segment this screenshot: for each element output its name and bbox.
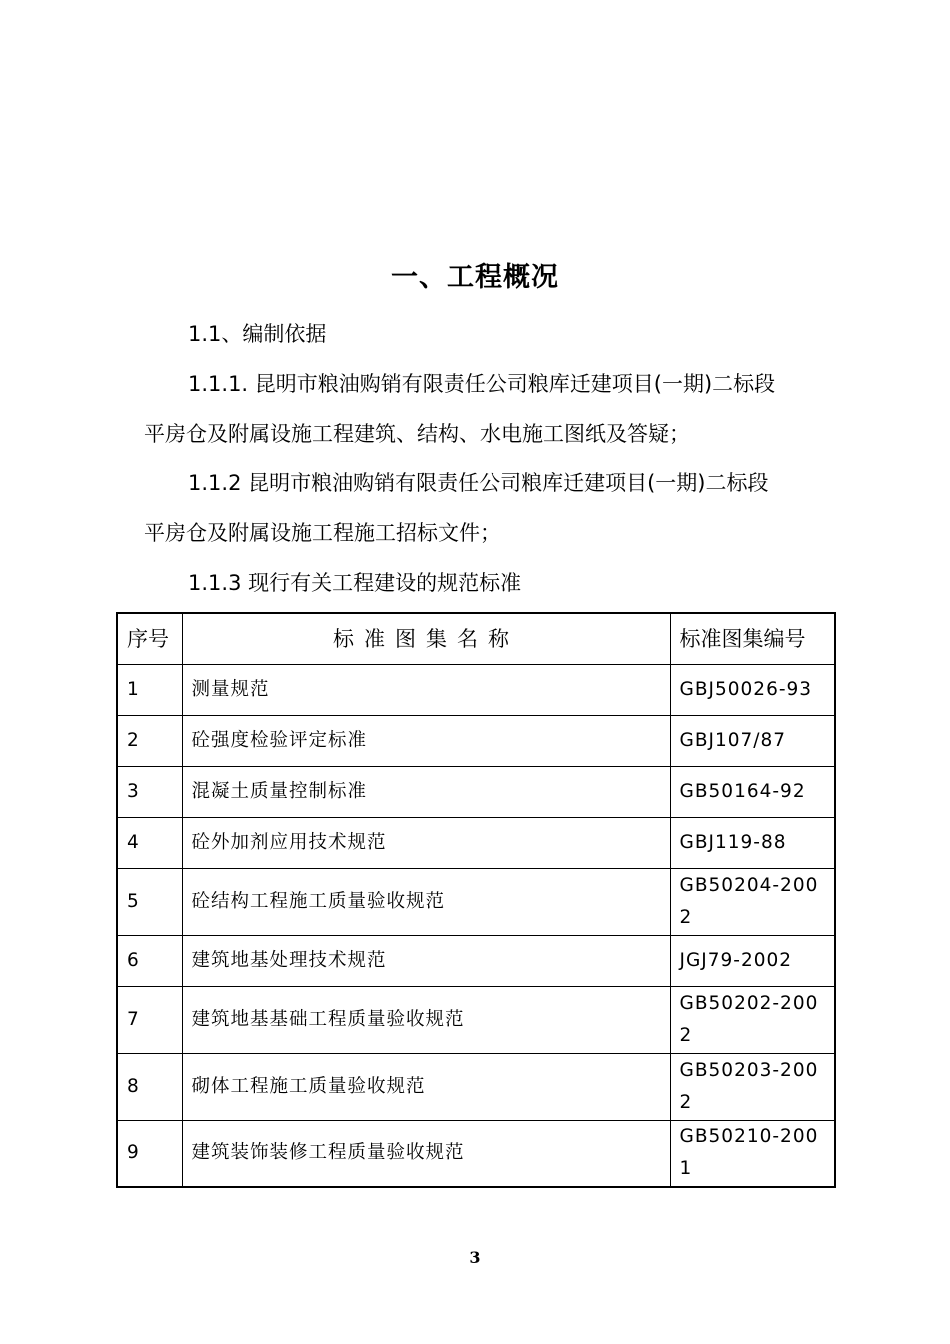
row-no: 1 <box>117 664 182 715</box>
table-row <box>117 986 835 1053</box>
row-no: 3 <box>117 766 182 817</box>
row-name: 砼强度检验评定标准 <box>182 715 670 766</box>
row-name: 砼外加剂应用技术规范 <box>182 817 670 868</box>
row-code: GB50204-2002 <box>670 868 835 935</box>
row-name: 砼结构工程施工质量验收规范 <box>182 868 670 935</box>
row-code: GB50164-92 <box>670 766 835 817</box>
table-row <box>117 1053 835 1120</box>
row-no: 9 <box>117 1120 182 1187</box>
table-row <box>117 935 835 986</box>
row-no: 2 <box>117 715 182 766</box>
row-code: GB50203-2002 <box>670 1053 835 1120</box>
table-header-row <box>117 613 835 664</box>
row-name: 建筑地基基础工程质量验收规范 <box>182 986 670 1053</box>
row-name: 混凝土质量控制标准 <box>182 766 670 817</box>
row-name: 建筑装饰装修工程质量验收规范 <box>182 1120 670 1187</box>
basis-item-2-line-1: 1.1.2 昆明市粮油购销有限责任公司粮库迁建项目(一期)二标段 <box>188 471 769 495</box>
row-name: 建筑地基处理技术规范 <box>182 935 670 986</box>
row-code: GBJ107/87 <box>670 715 835 766</box>
row-no: 8 <box>117 1053 182 1120</box>
row-no: 6 <box>117 935 182 986</box>
section-title: 一、工程概况 <box>391 262 559 293</box>
basis-item-2-line-2: 平房仓及附属设施工程施工招标文件； <box>144 521 501 545</box>
standards-table <box>116 612 836 1188</box>
row-code: GBJ119-88 <box>670 817 835 868</box>
table-row <box>117 715 835 766</box>
header-code: 标准图集编号 <box>670 613 835 664</box>
row-code: GB50202-2002 <box>670 986 835 1053</box>
row-no: 5 <box>117 868 182 935</box>
basis-item-3: 1.1.3 现行有关工程建设的规范标准 <box>188 571 522 595</box>
table-row <box>117 766 835 817</box>
row-code: GBJ50026-93 <box>670 664 835 715</box>
row-code: GB50210-2001 <box>670 1120 835 1187</box>
row-name: 砌体工程施工质量验收规范 <box>182 1053 670 1120</box>
basis-heading: 1.1、编制依据 <box>188 322 327 346</box>
table-row <box>117 817 835 868</box>
table-row <box>117 868 835 935</box>
row-no: 4 <box>117 817 182 868</box>
page-number: 3 <box>469 1248 481 1267</box>
basis-item-1-line-1: 1.1.1. 昆明市粮油购销有限责任公司粮库迁建项目(一期)二标段 <box>188 372 776 396</box>
table-row <box>117 664 835 715</box>
row-name: 测量规范 <box>182 664 670 715</box>
header-name: 标准图集名称 <box>182 613 670 664</box>
header-no: 序号 <box>117 613 182 664</box>
basis-item-1-line-2: 平房仓及附属设施工程建筑、结构、水电施工图纸及答疑； <box>144 422 690 446</box>
row-code: JGJ79-2002 <box>670 935 835 986</box>
table-row <box>117 1120 835 1187</box>
row-no: 7 <box>117 986 182 1053</box>
